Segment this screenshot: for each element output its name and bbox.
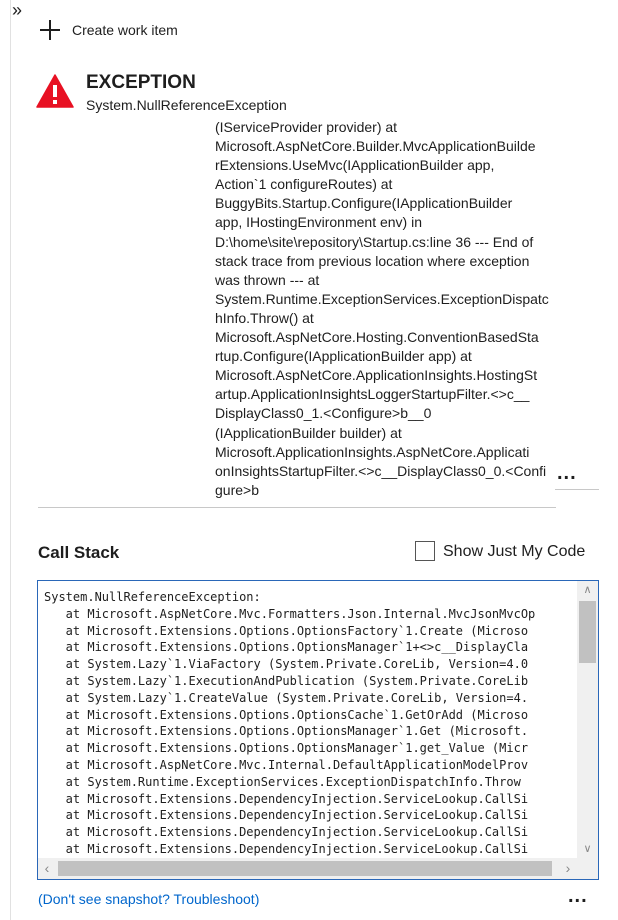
trace-line: rExtensions.UseMvc(IApplicationBuilder app, [215,157,495,174]
stack-frame-line: at System.Runtime.ExceptionServices.ExceptionDispatchInfo.Throw [44,774,529,789]
scroll-left-icon[interactable]: ‹ [44,860,50,876]
trace-line: D:\home\site\repository\Startup.cs:line 36 --- End of [215,233,534,250]
just-my-code-checkbox[interactable] [415,541,435,561]
expand-chevron-icon[interactable]: » [12,0,23,20]
call-stack-title: Call Stack [38,543,120,562]
stack-frame-line: at System.Lazy`1.ExecutionAndPublication (System.Private.CoreLib [44,673,529,688]
just-my-code-label[interactable]: Show Just My Code [443,543,586,560]
divider [555,489,599,490]
stack-frame-line: at Microsoft.Extensions.Options.OptionsManager`1+<>c__DisplayCla [44,640,529,655]
trace-line: (IApplicationBuilder builder) at [215,424,402,441]
trace-line: BuggyBits.Startup.Configure(IApplicationBuilder [215,195,513,212]
stack-frame-line: at Microsoft.Extensions.Options.OptionsManager`1.get_Value (Micr [44,741,529,756]
troubleshoot-link[interactable]: (Don't see snapshot? Troubleshoot) [38,891,260,907]
call-stack-textbox[interactable] [37,580,599,880]
footer-more-button[interactable]: ... [568,885,588,907]
scroll-corner [577,858,598,879]
trace-line: stack trace from previous location where exception [215,252,530,269]
exception-trace-text [215,118,555,500]
stack-frame-line: at Microsoft.Extensions.Options.OptionsCache`1.GetOrAdd (Microso [44,707,529,722]
trace-line: hInfo.Throw() at [215,309,314,326]
trace-line: Microsoft.ApplicationInsights.AspNetCore.Applicati [215,443,530,460]
horizontal-scroll-thumb[interactable] [58,861,552,876]
trace-line: gure>b [215,481,259,498]
trace-line: app, IHostingEnvironment env) in [215,214,422,231]
trace-line: rtup.Configure(IApplicationBuilder app) at [215,348,472,365]
trace-line: DisplayClass0_1.<Configure>b__0 [215,405,432,422]
plus-icon [40,20,60,40]
trace-line: was thrown --- at [215,271,320,288]
scroll-down-icon[interactable]: ∨ [583,843,592,855]
scroll-right-icon[interactable]: › [565,860,571,876]
trace-line: Microsoft.AspNetCore.ApplicationInsights.HostingSt [215,367,538,384]
stack-frame-line: at System.Lazy`1.CreateValue (System.Private.CoreLib, Version=4. [44,690,529,705]
warning-icon [36,74,74,108]
horizontal-scrollbar[interactable] [38,858,577,879]
vertical-scrollbar[interactable] [577,581,598,858]
create-work-item-label: Create work item [72,22,178,38]
trace-line: Action`1 configureRoutes) at [215,176,393,193]
stack-frame-line: at Microsoft.Extensions.Options.OptionsFactory`1.Create (Microso [44,623,529,638]
create-work-item-button[interactable] [40,16,178,44]
stack-frame-line: System.NullReferenceException: [44,590,261,604]
divider [38,507,556,508]
stack-frame-line: at Microsoft.Extensions.DependencyInjection.ServiceLookup.CallSi [44,808,529,823]
exception-title: EXCEPTION [86,72,196,93]
call-stack-content[interactable] [44,589,576,859]
stack-frame-line: at Microsoft.Extensions.Options.OptionsManager`1.Get (Microsoft. [44,724,529,739]
stack-frame-line: at Microsoft.Extensions.DependencyInjection.ServiceLookup.CallSi [44,791,529,806]
stack-frame-line: at System.Lazy`1.ViaFactory (System.Private.CoreLib, Version=4.0 [44,657,529,672]
vertical-scroll-thumb[interactable] [579,601,596,663]
trace-line: Microsoft.AspNetCore.Builder.MvcApplicationBuilde [215,138,536,155]
stack-frame-line: at Microsoft.AspNetCore.Mvc.Formatters.Json.Internal.MvcJsonMvcOp [44,606,536,621]
scroll-up-icon[interactable]: ∧ [583,584,592,596]
trace-line: artup.ApplicationInsightsLoggerStartupFilter.<>c__ [215,386,530,403]
stack-frame-line: at Microsoft.AspNetCore.Mvc.Internal.DefaultApplicationModelProv [44,757,529,772]
trace-more-button[interactable]: ... [557,462,577,484]
stack-frame-line: at Microsoft.Extensions.DependencyInjection.ServiceLookup.CallSi [44,825,529,840]
trace-line: Microsoft.AspNetCore.Hosting.ConventionBasedSta [215,329,539,346]
stack-frame-line: at Microsoft.Extensions.DependencyInjection.ServiceLookup.CallSi [44,841,529,856]
trace-line: onInsightsStartupFilter.<>c__DisplayClass0_0.<Confi [215,462,547,479]
trace-line: (IServiceProvider provider) at [215,119,398,135]
exception-type: System.NullReferenceException [86,97,287,113]
trace-line: System.Runtime.ExceptionServices.ExceptionDispatc [215,290,549,307]
left-rail [0,0,11,920]
